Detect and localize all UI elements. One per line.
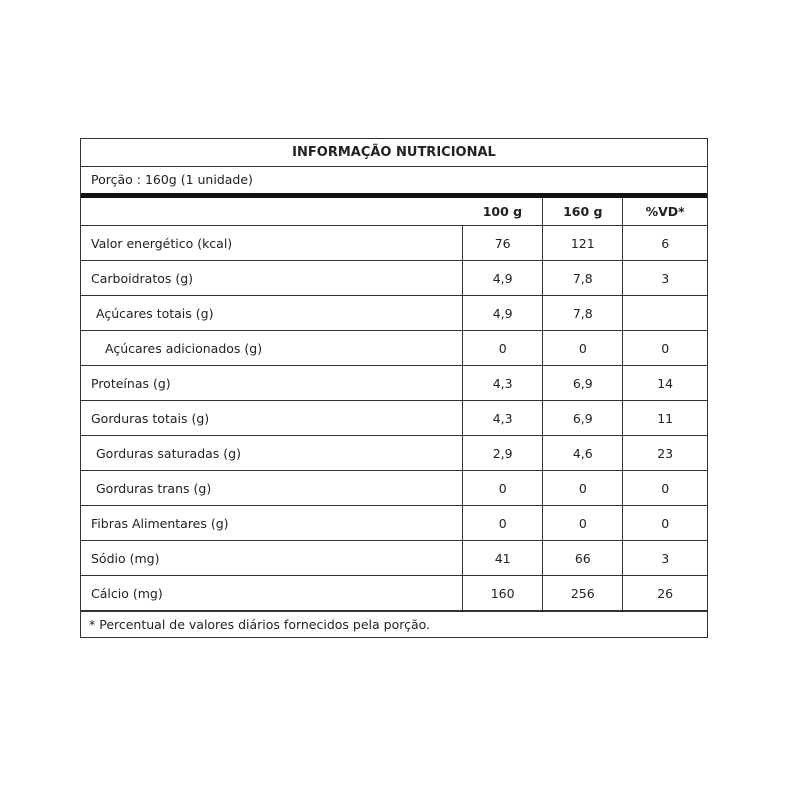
nutrient-name: Gorduras totais (g) — [81, 401, 463, 436]
column-header-per-portion: 160 g — [543, 198, 623, 226]
value-per-100g: 160 — [463, 576, 543, 611]
nutrition-table — [81, 198, 707, 611]
value-per-100g: 4,3 — [463, 366, 543, 401]
value-per-portion: 6,9 — [543, 366, 623, 401]
value-per-portion: 0 — [543, 506, 623, 541]
value-per-portion: 4,6 — [543, 436, 623, 471]
table-row — [81, 401, 707, 436]
nutrient-name: Gorduras trans (g) — [81, 471, 463, 506]
column-header-nutrient — [81, 198, 463, 226]
nutrient-name: Cálcio (mg) — [81, 576, 463, 611]
value-per-portion: 7,8 — [543, 261, 623, 296]
table-row — [81, 226, 707, 261]
label-title: INFORMAÇÃO NUTRICIONAL — [81, 139, 707, 167]
daily-value-percent: 26 — [623, 576, 707, 611]
nutrient-name: Fibras Alimentares (g) — [81, 506, 463, 541]
daily-value-percent: 3 — [623, 261, 707, 296]
column-header-daily-value: %VD* — [623, 198, 707, 226]
table-row — [81, 541, 707, 576]
value-per-100g: 76 — [463, 226, 543, 261]
daily-value-percent: 14 — [623, 366, 707, 401]
table-row — [81, 436, 707, 471]
value-per-100g: 41 — [463, 541, 543, 576]
daily-value-percent: 0 — [623, 331, 707, 366]
table-row — [81, 506, 707, 541]
daily-value-percent: 23 — [623, 436, 707, 471]
daily-value-percent: 6 — [623, 226, 707, 261]
daily-value-percent: 0 — [623, 506, 707, 541]
nutrient-name: Carboidratos (g) — [81, 261, 463, 296]
nutrient-name: Açúcares adicionados (g) — [81, 331, 463, 366]
value-per-portion: 6,9 — [543, 401, 623, 436]
nutrient-name: Valor energético (kcal) — [81, 226, 463, 261]
portion-size: Porção : 160g (1 unidade) — [81, 167, 707, 198]
table-row — [81, 261, 707, 296]
value-per-100g: 0 — [463, 506, 543, 541]
daily-value-percent: 0 — [623, 471, 707, 506]
value-per-100g: 4,9 — [463, 296, 543, 331]
value-per-100g: 0 — [463, 331, 543, 366]
value-per-portion: 0 — [543, 331, 623, 366]
nutrient-name: Açúcares totais (g) — [81, 296, 463, 331]
daily-value-percent: 11 — [623, 401, 707, 436]
column-header-per-100g: 100 g — [463, 198, 543, 226]
value-per-portion: 0 — [543, 471, 623, 506]
nutrient-name: Sódio (mg) — [81, 541, 463, 576]
table-row — [81, 471, 707, 506]
table-row — [81, 576, 707, 611]
value-per-portion: 7,8 — [543, 296, 623, 331]
nutrient-name: Gorduras saturadas (g) — [81, 436, 463, 471]
value-per-100g: 2,9 — [463, 436, 543, 471]
value-per-100g: 4,3 — [463, 401, 543, 436]
table-row — [81, 296, 707, 331]
footnote: * Percentual de valores diários fornecidos pela porção. — [81, 611, 707, 637]
value-per-portion: 256 — [543, 576, 623, 611]
nutrition-facts-label — [80, 138, 708, 638]
daily-value-percent — [623, 296, 707, 331]
value-per-100g: 4,9 — [463, 261, 543, 296]
column-header-row — [81, 198, 707, 226]
value-per-100g: 0 — [463, 471, 543, 506]
table-row — [81, 366, 707, 401]
value-per-portion: 121 — [543, 226, 623, 261]
value-per-portion: 66 — [543, 541, 623, 576]
daily-value-percent: 3 — [623, 541, 707, 576]
table-row — [81, 331, 707, 366]
nutrient-name: Proteínas (g) — [81, 366, 463, 401]
